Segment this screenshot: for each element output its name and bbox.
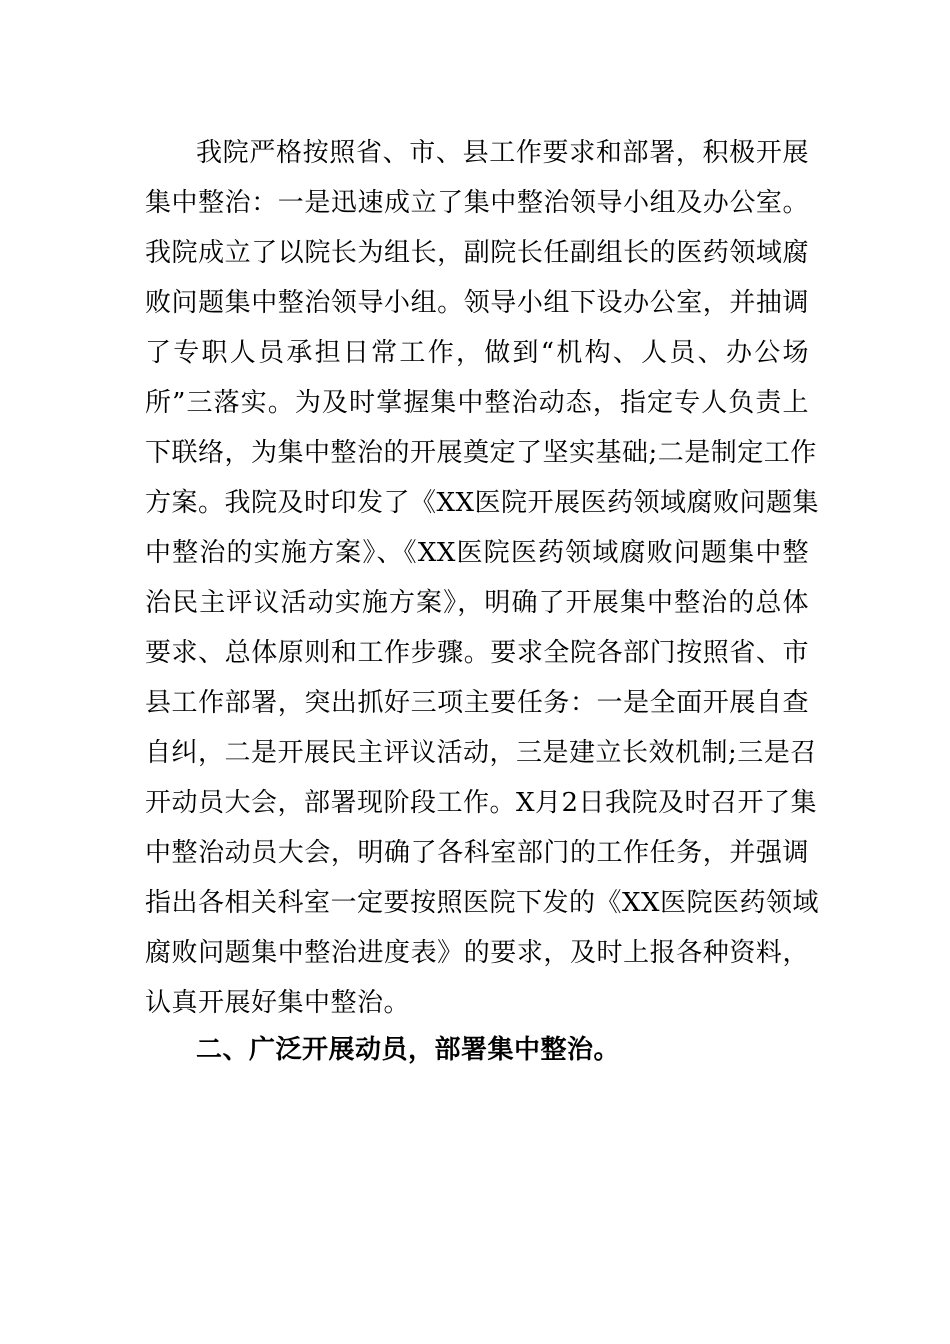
paragraph-line: 败问题集中整治领导小组。领导小组下设办公室，并抽调 (145, 288, 809, 318)
paragraph-line: 县工作部署，突出抓好三项主要任务：一是全面开展自查 (145, 688, 809, 718)
paragraph-line: 我院成立了以院长为组长，副院长任副组长的医药领域腐 (145, 238, 809, 268)
paragraph-line: 了专职人员承担日常工作，做到“机构、人员、办公场 (145, 338, 809, 368)
paragraph-line: 中整治动员大会，明确了各科室部门的工作任务，并强调 (145, 838, 809, 868)
paragraph-line: 中整治的实施方案》、《XX医院医药领域腐败问题集中整 (145, 538, 809, 568)
paragraph-line: 认真开展好集中整治。 (145, 988, 411, 1018)
paragraph-line: 指出各相关科室一定要按照医院下发的《XX医院医药领域 (145, 888, 820, 918)
paragraph-line: 自纠，二是开展民主评议活动，三是建立长效机制;三是召 (145, 738, 817, 768)
paragraph-line: 所”三落实。为及时掌握集中整治动态，指定专人负责上 (145, 388, 809, 418)
paragraph-line: 我院严格按照省、市、县工作要求和部署，积极开展 (196, 138, 809, 168)
paragraph-line: 要求、总体原则和工作步骤。要求全院各部门按照省、市 (145, 638, 809, 668)
paragraph-line: 腐败问题集中整治进度表》的要求，及时上报各种资料， (145, 938, 809, 968)
section-heading: 二、广泛开展动员，部署集中整治。 (196, 1035, 621, 1065)
paragraph-line: 开动员大会，部署现阶段工作。X月2日我院及时召开了集 (145, 788, 818, 818)
paragraph-line: 治民主评议活动实施方案》，明确了开展集中整治的总体 (145, 588, 809, 618)
paragraph-line: 下联络，为集中整治的开展奠定了坚实基础;二是制定工作 (145, 438, 817, 468)
paragraph-line: 集中整治：一是迅速成立了集中整治领导小组及办公室。 (145, 188, 809, 218)
paragraph-line: 方案。我院及时印发了《XX医院开展医药领域腐败问题集 (145, 488, 820, 518)
